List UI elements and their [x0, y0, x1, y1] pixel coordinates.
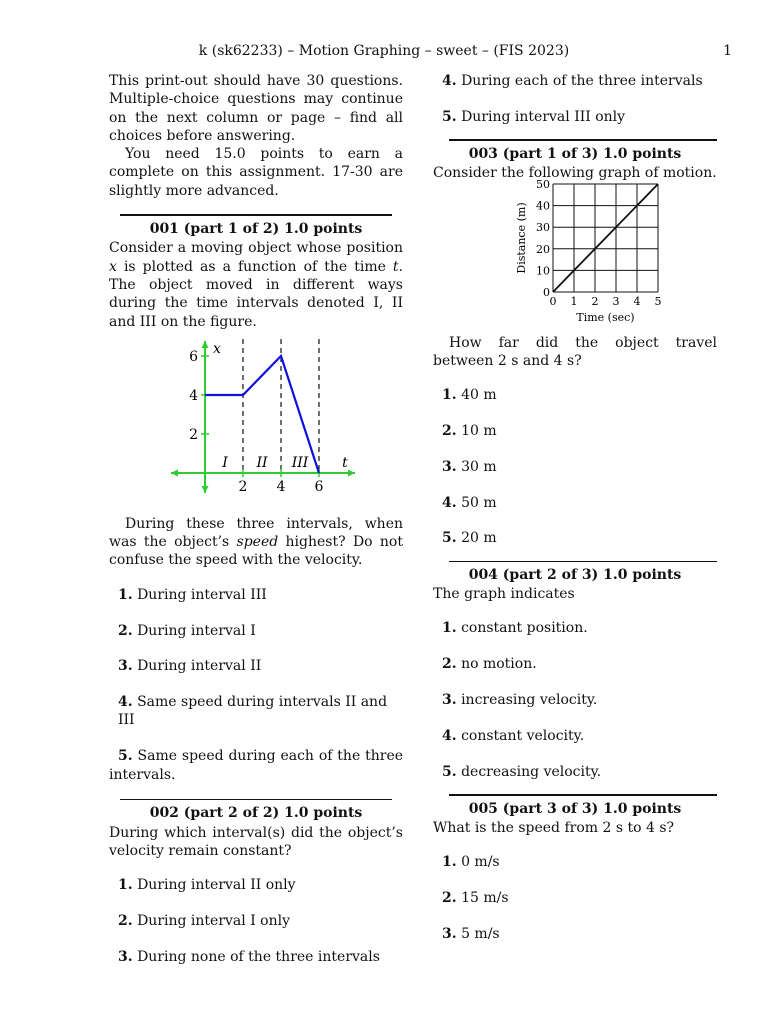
answer-choice-2[interactable]: [433, 422, 717, 440]
choice-text: 5 m/s: [461, 926, 500, 943]
question-title: 001 (part 1 of 2) 1.0 points: [149, 221, 363, 238]
intro-paragraph-1: This print-out should have 30 questions. Multiple-choice questions may continue on the next column or page – find all choices before answering.: [109, 73, 403, 144]
question-002: [109, 799, 403, 966]
answer-choice-1[interactable]: [109, 876, 403, 894]
choice-text: During interval II only: [137, 877, 296, 894]
answer-choice-1[interactable]: [433, 853, 717, 871]
stem-text: is plotted as a function of the time: [116, 258, 393, 275]
variable-t: t: [392, 258, 399, 275]
question-divider: [120, 799, 392, 800]
question-prompt: How far did the object travel between 2 s and 4 s?: [433, 334, 717, 369]
choice-number: 5.: [442, 530, 457, 547]
page-number: 1: [723, 43, 732, 59]
x-tick-label: 2: [591, 294, 599, 308]
choice-text: constant velocity.: [461, 727, 585, 744]
answer-choices: [433, 619, 717, 780]
x-tick-label: 4: [276, 478, 286, 495]
answer-choice-1[interactable]: [433, 619, 717, 637]
choice-text: constant position.: [461, 620, 588, 637]
answer-choice-2[interactable]: [109, 912, 403, 930]
x-tick-label: 6: [314, 478, 324, 495]
question-004: [433, 561, 717, 781]
position-time-graph: [167, 337, 367, 502]
axis-label-t: t: [342, 454, 348, 471]
choice-text: 20 m: [461, 530, 497, 547]
question-001: [109, 214, 403, 784]
question-title: 005 (part 3 of 3) 1.0 points: [468, 800, 682, 817]
choice-text: During interval I: [137, 622, 256, 639]
choice-number: 1.: [118, 586, 133, 603]
choice-number: 4.: [442, 727, 457, 744]
question-stem: What is the speed from 2 s to 4 s?: [433, 820, 675, 837]
y-tick-label: 30: [536, 220, 550, 234]
question-title: 002 (part 2 of 2) 1.0 points: [149, 805, 363, 822]
y-tick-label: 40: [536, 199, 550, 213]
choice-number: 3.: [118, 948, 133, 965]
choice-number: 2.: [442, 890, 457, 907]
answer-choice-1[interactable]: [433, 386, 717, 404]
x-tick-label: 0: [549, 294, 557, 308]
answer-choice-3[interactable]: [433, 458, 717, 476]
question-stem: The graph indicates: [433, 586, 575, 603]
stem-text: Consider a moving object whose position: [109, 240, 403, 257]
x-tick-label: 1: [570, 294, 578, 308]
answer-choice-4[interactable]: [109, 693, 403, 730]
answer-choice-5[interactable]: [433, 763, 717, 781]
choice-text: increasing velocity.: [461, 691, 598, 708]
axis-label-x: x: [213, 340, 221, 357]
answer-choice-4[interactable]: [433, 494, 717, 512]
y-tick-label: 20: [536, 242, 550, 256]
x-tick-label: 5: [654, 294, 662, 308]
choice-text: During each of the three intervals: [461, 73, 703, 89]
answer-choice-5[interactable]: [433, 529, 717, 547]
choice-number: 5.: [118, 748, 133, 765]
answer-choice-2[interactable]: [109, 622, 403, 640]
choice-text: During none of the three intervals: [137, 948, 380, 965]
choice-text: Same speed during intervals II and III: [118, 694, 388, 729]
choice-number: 3.: [442, 926, 457, 943]
left-column: [109, 72, 403, 984]
choice-number: 1.: [442, 387, 457, 404]
choice-number: 3.: [442, 458, 457, 475]
answer-choice-5[interactable]: [109, 747, 403, 784]
choice-number: 2.: [118, 913, 133, 930]
choice-number: 3.: [442, 691, 457, 708]
y-tick-label: 2: [189, 426, 198, 443]
choice-number: 1.: [442, 620, 457, 637]
question-title: 004 (part 2 of 3) 1.0 points: [468, 566, 682, 583]
question-divider: [449, 561, 717, 562]
answer-choice-4[interactable]: [433, 72, 717, 90]
answer-choice-4[interactable]: [433, 727, 717, 745]
x-tick-label: 4: [633, 294, 641, 308]
choice-number: 5.: [442, 108, 457, 125]
choice-number: 1.: [118, 877, 133, 894]
choice-number: 3.: [118, 658, 133, 675]
question-prompt: [109, 515, 403, 570]
answer-choices: [433, 853, 717, 943]
choice-number: 2.: [442, 423, 457, 440]
answer-choices: [433, 386, 717, 547]
y-tick-label: 6: [189, 348, 198, 365]
answer-choices-continued: [433, 72, 717, 126]
choice-text: 30 m: [461, 458, 497, 475]
t-axis-arrow-left: [171, 469, 178, 476]
question-stem: Consider the following graph of motion.: [433, 165, 717, 182]
t-axis-arrow-right: [348, 469, 355, 476]
choice-text: During interval III only: [461, 108, 626, 125]
prompt-text: During these three intervals, when was the object’s: [109, 515, 403, 551]
right-column: [433, 72, 717, 961]
y-tick-label: 50: [536, 179, 550, 191]
choice-text: 40 m: [461, 387, 497, 404]
stem-text: . The object moved in different ways during the time intervals denoted I, II and III on the figure.: [109, 258, 403, 330]
interval-label: III: [291, 454, 309, 471]
choice-number: 1.: [442, 854, 457, 871]
choice-text: no motion.: [461, 656, 537, 673]
answer-choice-3[interactable]: [109, 948, 403, 966]
answer-choice-1[interactable]: [109, 586, 403, 604]
question-divider: [120, 214, 392, 216]
x-axis-arrow-down: [202, 486, 209, 493]
y-tick-label: 10: [536, 264, 550, 278]
choice-number: 4.: [442, 73, 457, 89]
answer-choice-2[interactable]: [433, 889, 717, 907]
question-005: [433, 794, 717, 943]
question-divider: [449, 794, 717, 796]
choice-number: 2.: [442, 656, 457, 673]
choice-text: Same speed during each of the three intervals.: [109, 748, 404, 783]
answer-choice-5[interactable]: [433, 108, 717, 126]
choice-text: During interval III: [137, 586, 267, 603]
answer-choice-2[interactable]: [433, 655, 717, 673]
prompt-text: highest? Do not confuse the speed with the velocity.: [109, 534, 403, 569]
interval-label: II: [256, 454, 268, 471]
y-tick-label: 0: [543, 285, 550, 299]
choice-number: 2.: [118, 622, 133, 639]
answer-choices: [109, 876, 403, 966]
answer-choices: [109, 586, 403, 784]
choice-text: During interval I only: [137, 913, 291, 930]
answer-choice-3[interactable]: [433, 925, 717, 943]
x-tick-label: 3: [612, 294, 620, 308]
distance-time-graph: [511, 180, 691, 328]
interval-label: I: [222, 454, 228, 471]
choice-text: 15 m/s: [461, 890, 509, 907]
choice-text: 10 m: [461, 423, 497, 440]
choice-text: 0 m/s: [461, 854, 500, 871]
choice-number: 4.: [442, 494, 457, 511]
distance-line: [553, 184, 658, 292]
choice-text: During interval II: [137, 658, 262, 675]
x-tick-label: 2: [238, 478, 248, 495]
y-axis-title: Distance (m): [515, 202, 528, 274]
intro-paragraph-2: You need 15.0 points to earn a complete on this assignment. 17-30 are slightly more advanced.: [109, 146, 403, 199]
question-divider: [449, 139, 717, 141]
choice-number: 4.: [118, 694, 133, 711]
page-header: [0, 42, 768, 62]
y-tick-label: 4: [189, 387, 198, 404]
x-axis-title: Time (sec): [576, 310, 635, 324]
question-stem: During which interval(s) did the object’s velocity remain constant?: [109, 824, 403, 859]
header-title: k (sk62233) – Motion Graphing – sweet – (FIS 2023): [198, 43, 570, 59]
answer-choice-3[interactable]: [109, 657, 403, 675]
emphasis-speed: speed: [236, 534, 279, 551]
variable-x: x: [109, 258, 117, 275]
choice-text: decreasing velocity.: [461, 763, 602, 780]
question-title: 003 (part 1 of 3) 1.0 points: [468, 146, 682, 163]
question-stem: [109, 239, 403, 330]
answer-choice-3[interactable]: [433, 691, 717, 709]
question-003: [433, 139, 717, 548]
choice-text: 50 m: [461, 494, 497, 511]
x-axis-arrow-up: [202, 341, 209, 348]
choice-number: 5.: [442, 763, 457, 780]
